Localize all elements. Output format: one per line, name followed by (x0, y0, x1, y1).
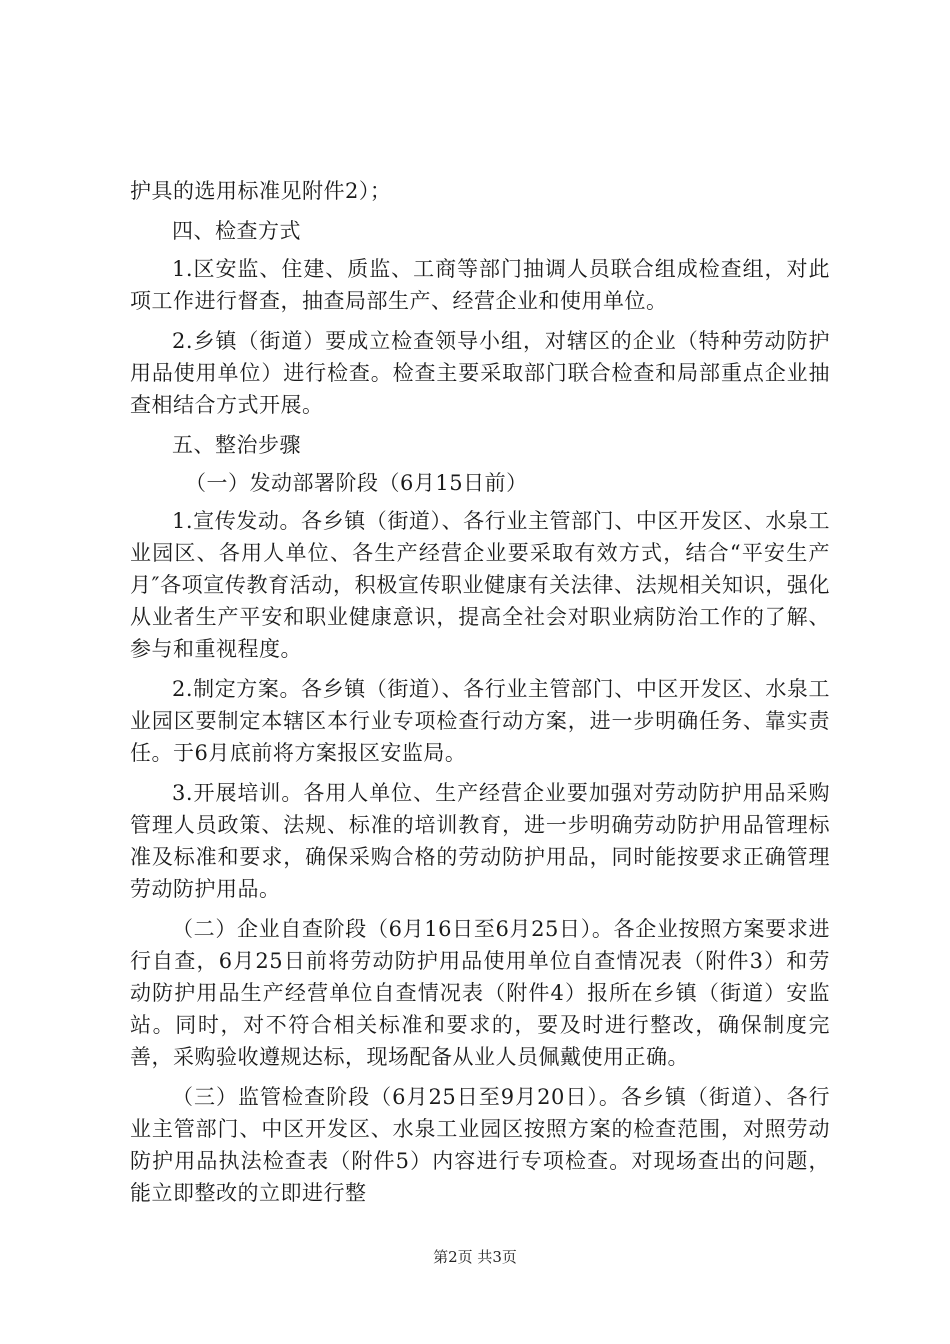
paragraph-publicity: 1.宣传发动。各乡镇（街道）、各行业主管部门、中区开发区、水泉工业园区、各用人单位、各生产经营企业要采取有效方式，结合“平安生产月″各项宣传教育活动，积极宣传职业健康有关法律、法规相关知识，强化从业者生产平安和职业健康意识，提高全社会对职业病防治工作的了解、参与和重视程度。 (130, 509, 830, 661)
document-body (130, 175, 830, 1217)
subheading-deployment-stage: （一）发动部署阶段（6月15日前） (185, 471, 528, 495)
paragraph-continuation: 护具的选用标准见附件2）； (130, 179, 392, 203)
paragraph-plan: 2.制定方案。各乡镇（街道）、各行业主管部门、中区开发区、水泉工业园区要制定本辖区本行业专项检查行动方案，进一步明确任务、靠实责任。于6月底前将方案报区安监局。 (130, 677, 830, 765)
paragraph-supervision: （三）监管检查阶段（6月25日至9月20日）。各乡镇（街道）、各行业主管部门、中区开发区、水泉工业园区按照方案的检查范围，对照劳动防护用品执法检查表（附件5）内容进行专项检查。对现场查出的问题，能立即整改的立即进行整 (130, 1085, 830, 1205)
paragraph-training: 3.开展培训。各用人单位、生产经营企业要加强对劳动防护用品采购管理人员政策、法规、标准的培训教育，进一步明确劳动防护用品管理标准及标准和要求，确保采购合格的劳动防护用品，同时能按要求正确管理劳动防护用品。 (130, 781, 830, 901)
paragraph-self-inspection: （二）企业自查阶段（6月16日至6月25日）。各企业按照方案要求进行自查，6月25日前将劳动防护用品使用单位自查情况表（附件3）和劳动防护用品生产经营单位自查情况表（附件4）报所在乡镇（街道）安监站。同时，对不符合相关标准和要求的，要及时进行整改，确保制度完善，采购验收遵规达标，现场配备从业人员佩戴使用正确。 (130, 917, 830, 1069)
paragraph-inspection-2: 2.乡镇（街道）要成立检查领导小组，对辖区的企业（特种劳动防护用品使用单位）进行检查。检查主要采取部门联合检查和局部重点企业抽查相结合方式开展。 (130, 329, 830, 417)
section-heading-steps: 五、整治步骤 (172, 433, 301, 457)
section-heading-inspection-method: 四、检查方式 (172, 219, 301, 243)
paragraph-inspection-1: 1.区安监、住建、质监、工商等部门抽调人员联合组成检查组，对此项工作进行督查，抽查局部生产、经营企业和使用单位。 (130, 257, 830, 313)
page-number-footer: 第2页 共3页 (433, 1248, 517, 1266)
